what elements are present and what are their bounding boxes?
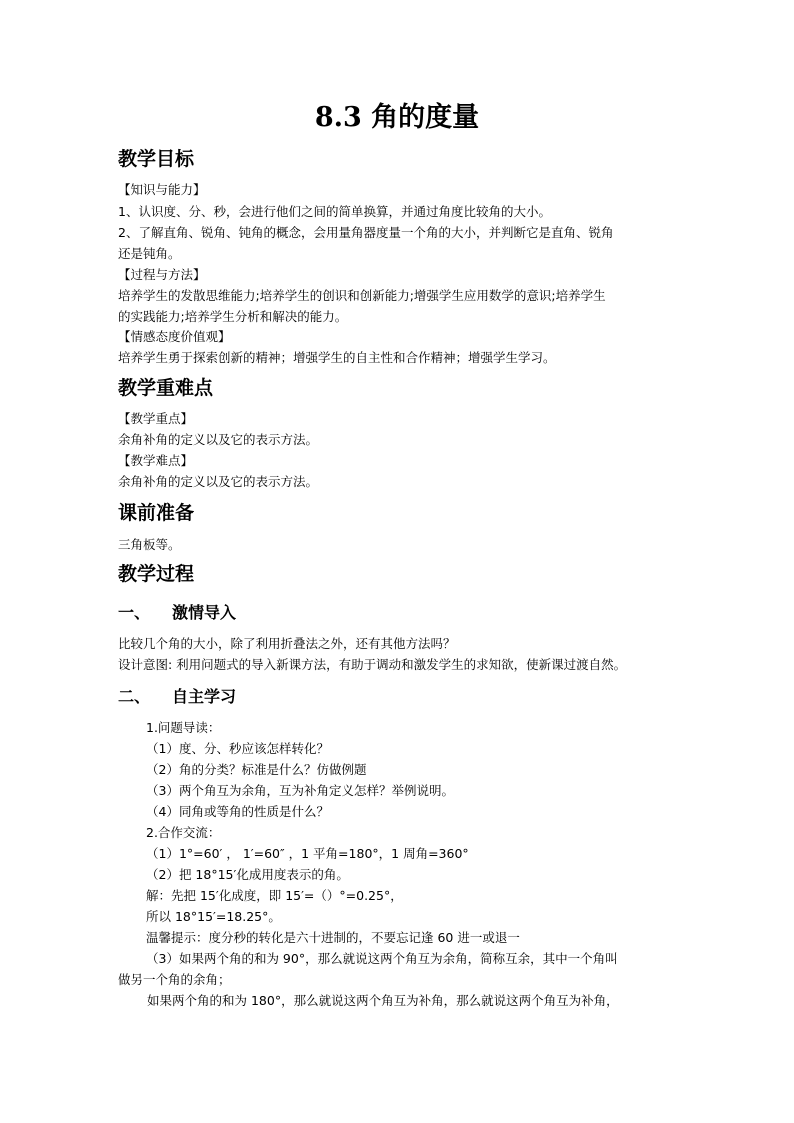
emotion-label: 【情感态度价值观】 bbox=[118, 329, 231, 344]
question-2: （2）角的分类？标准是什么？仿做例题 bbox=[146, 762, 367, 777]
warm-tip: 温馨提示：度分秒的转化是六十进制的，不要忘记逢 60 进一或退一 bbox=[146, 930, 520, 945]
subheading-part-2 bbox=[118, 686, 236, 708]
part-1-number: 一、 bbox=[118, 603, 151, 622]
heading-prep: 课前准备 bbox=[118, 502, 195, 524]
page-title: 8.3 角的度量 bbox=[314, 102, 480, 133]
prep-text: 三角板等。 bbox=[118, 537, 181, 552]
question-3: （3）两个角互为余角，互为补角定义怎样？举例说明。 bbox=[146, 783, 454, 798]
question-4: （4）同角或等角的性质是什么？ bbox=[146, 804, 329, 819]
cooperation-header: 2.合作交流： bbox=[146, 825, 221, 840]
question-guide-header: 1.问题导读： bbox=[146, 720, 221, 735]
solution-step-2: 所以 18°15′=18.25°。 bbox=[146, 909, 281, 924]
cooperation-2: （2）把 18°15′化成用度表示的角。 bbox=[146, 867, 349, 882]
cooperation-1: （1）1°=60′ ， 1′=60″ ，1 平角=180°，1 周角=360° bbox=[146, 846, 469, 861]
process-text: 培养学生的发散思维能力;培养学生的创识和创新能力;增强学生应用数学的意识;培养学生 bbox=[118, 288, 606, 303]
part-1-title: 激情导入 bbox=[172, 603, 237, 622]
heading-process: 教学过程 bbox=[118, 563, 195, 585]
key-point-text: 余角补角的定义以及它的表示方法。 bbox=[118, 432, 319, 447]
heading-key-points: 教学重难点 bbox=[118, 377, 214, 399]
knowledge-item-2: 2、了解直角、锐角、钝角的概念，会用量角器度量一个角的大小，并判断它是直角、锐角 bbox=[118, 225, 614, 240]
complementary-def-cont: 做另一个角的余角； bbox=[118, 972, 231, 987]
difficult-point-label: 【教学难点】 bbox=[118, 453, 194, 468]
complementary-def: （3）如果两个角的和为 90°，那么就说这两个角互为余角，简称互余，其中一个角叫 bbox=[146, 951, 618, 966]
knowledge-label: 【知识与能力】 bbox=[118, 182, 206, 197]
part-2-number: 二、 bbox=[118, 687, 151, 706]
supplementary-def: 如果两个角的和为 180°，那么就说这两个角互为补角，那么就说这两个角互为补角， bbox=[147, 993, 619, 1008]
knowledge-item-1: 1、认识度、分、秒，会进行他们之间的简单换算，并通过角度比较角的大小。 bbox=[118, 204, 551, 219]
process-label: 【过程与方法】 bbox=[118, 267, 206, 282]
part-1-question: 比较几个角的大小，除了利用折叠法之外，还有其他方法吗？ bbox=[118, 636, 456, 651]
part-1-design-intent: 设计意图: 利用问题式的导入新课方法，有助于调动和激发学生的求知欲，使新课过渡自然。 bbox=[118, 657, 627, 672]
difficult-point-text: 余角补角的定义以及它的表示方法。 bbox=[118, 474, 319, 489]
part-2-title: 自主学习 bbox=[172, 687, 237, 706]
question-1: （1）度、分、秒应该怎样转化？ bbox=[146, 741, 329, 756]
subheading-part-1 bbox=[118, 602, 236, 624]
process-text-cont: 的实践能力;培养学生分析和解决的能力。 bbox=[118, 309, 348, 324]
key-point-label: 【教学重点】 bbox=[118, 411, 194, 426]
heading-objectives: 教学目标 bbox=[118, 148, 195, 170]
knowledge-item-2-cont: 还是钝角。 bbox=[118, 246, 181, 261]
emotion-text: 培养学生勇于探索创新的精神；增强学生的自主性和合作精神；增强学生学习。 bbox=[118, 350, 556, 365]
solution-step-1: 解：先把 15′化成度，即 15′=（）°=0.25°， bbox=[146, 888, 403, 903]
